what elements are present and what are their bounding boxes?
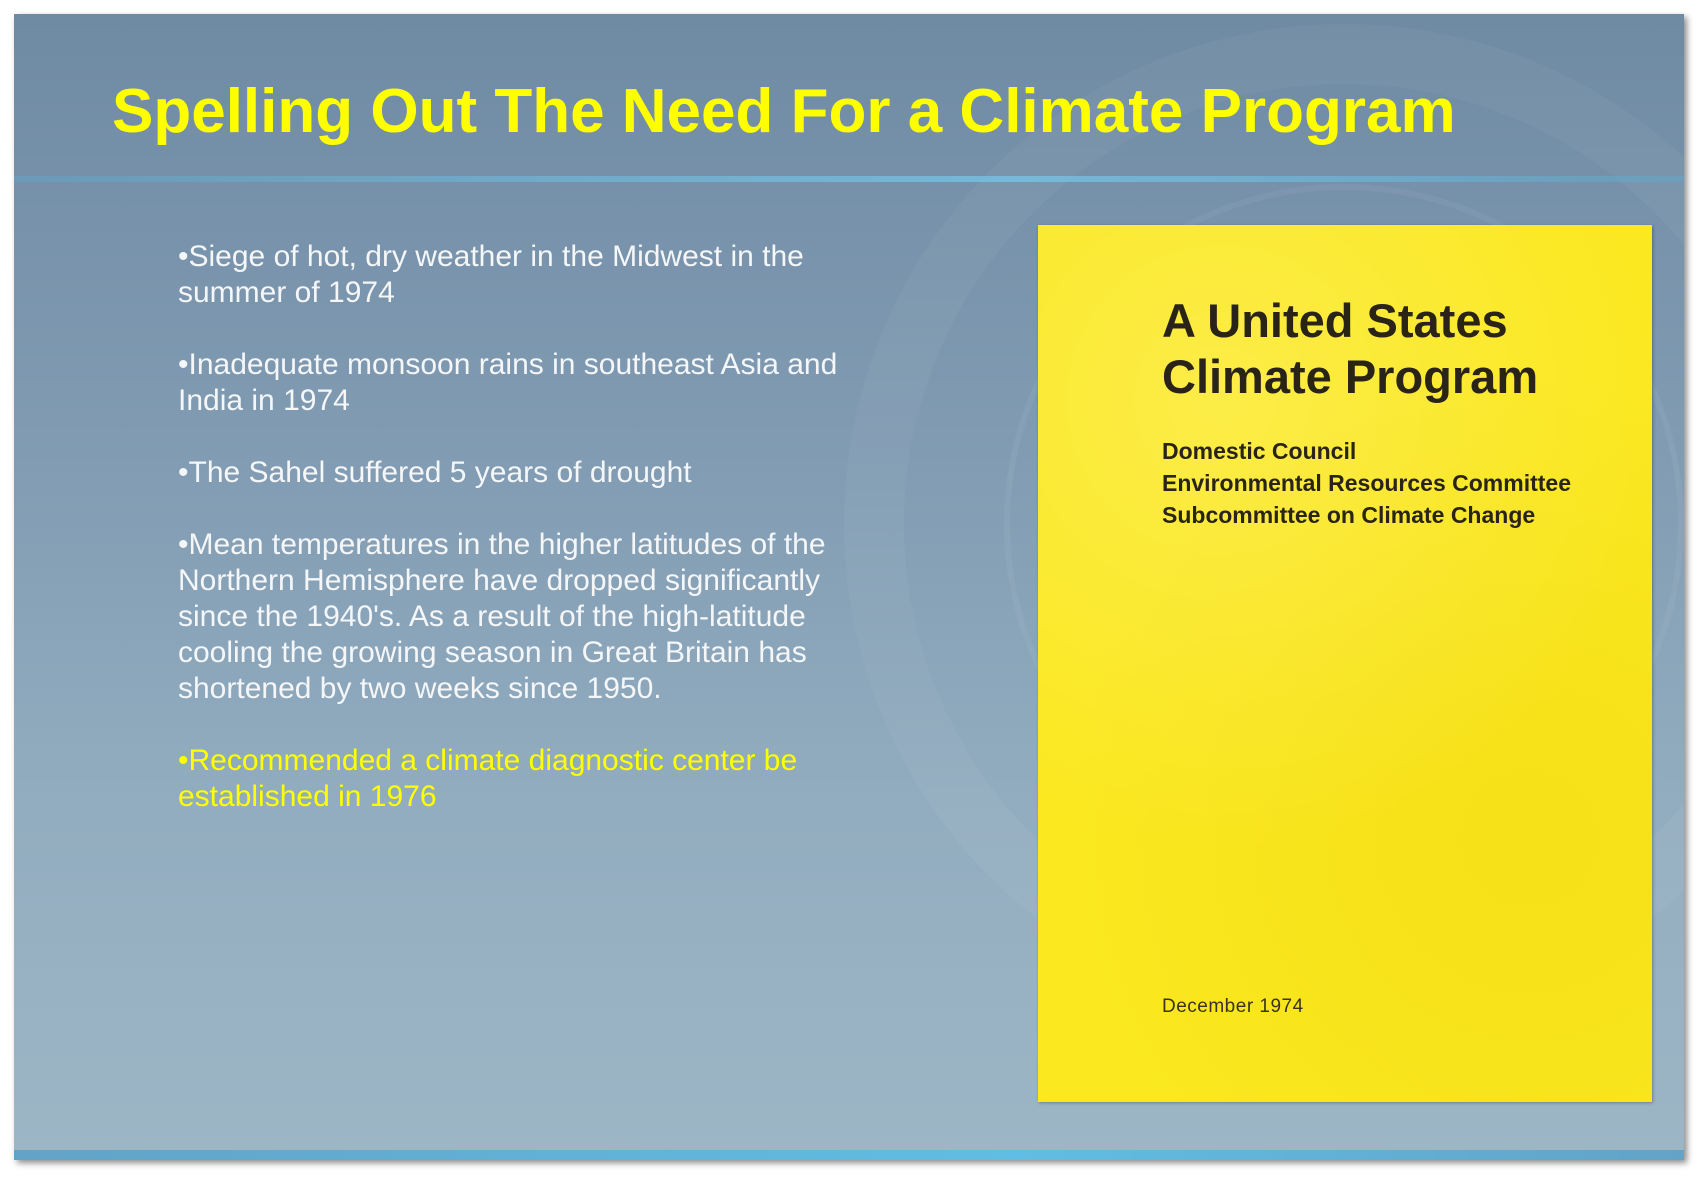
title-divider-line [14,176,1684,182]
report-cover-title: A United States Climate Program [1162,294,1539,403]
bullet-monsoon-rains: •Inadequate monsoon rains in southeast Asia and India in 1974 [178,348,838,417]
bullet-midwest-weather: •Siege of hot, dry weather in the Midwest in the summer of 1974 [178,240,804,309]
bullet-sahel-drought: •The Sahel suffered 5 years of drought [178,456,692,489]
report-cover-committee: Domestic Council Environmental Resources Committee Subcommittee on Climate Change [1162,438,1572,528]
slide-title: Spelling Out The Need For a Climate Program [112,77,1456,146]
bullet-temperature-drop: •Mean temperatures in the higher latitudes of the Northern Hemisphere have dropped significantly since the 1940's. As a result of the high-latitude cooling the growing season in Great Britain has shortened by two weeks since 1950. [178,528,826,705]
bullet-list [178,239,898,851]
bullet-diagnostic-center: •Recommended a climate diagnostic center be established in 1976 [178,744,798,813]
report-cover-date: December 1974 [1162,996,1304,1017]
bottom-divider-line [14,1150,1684,1160]
report-cover-image [1038,225,1652,1102]
